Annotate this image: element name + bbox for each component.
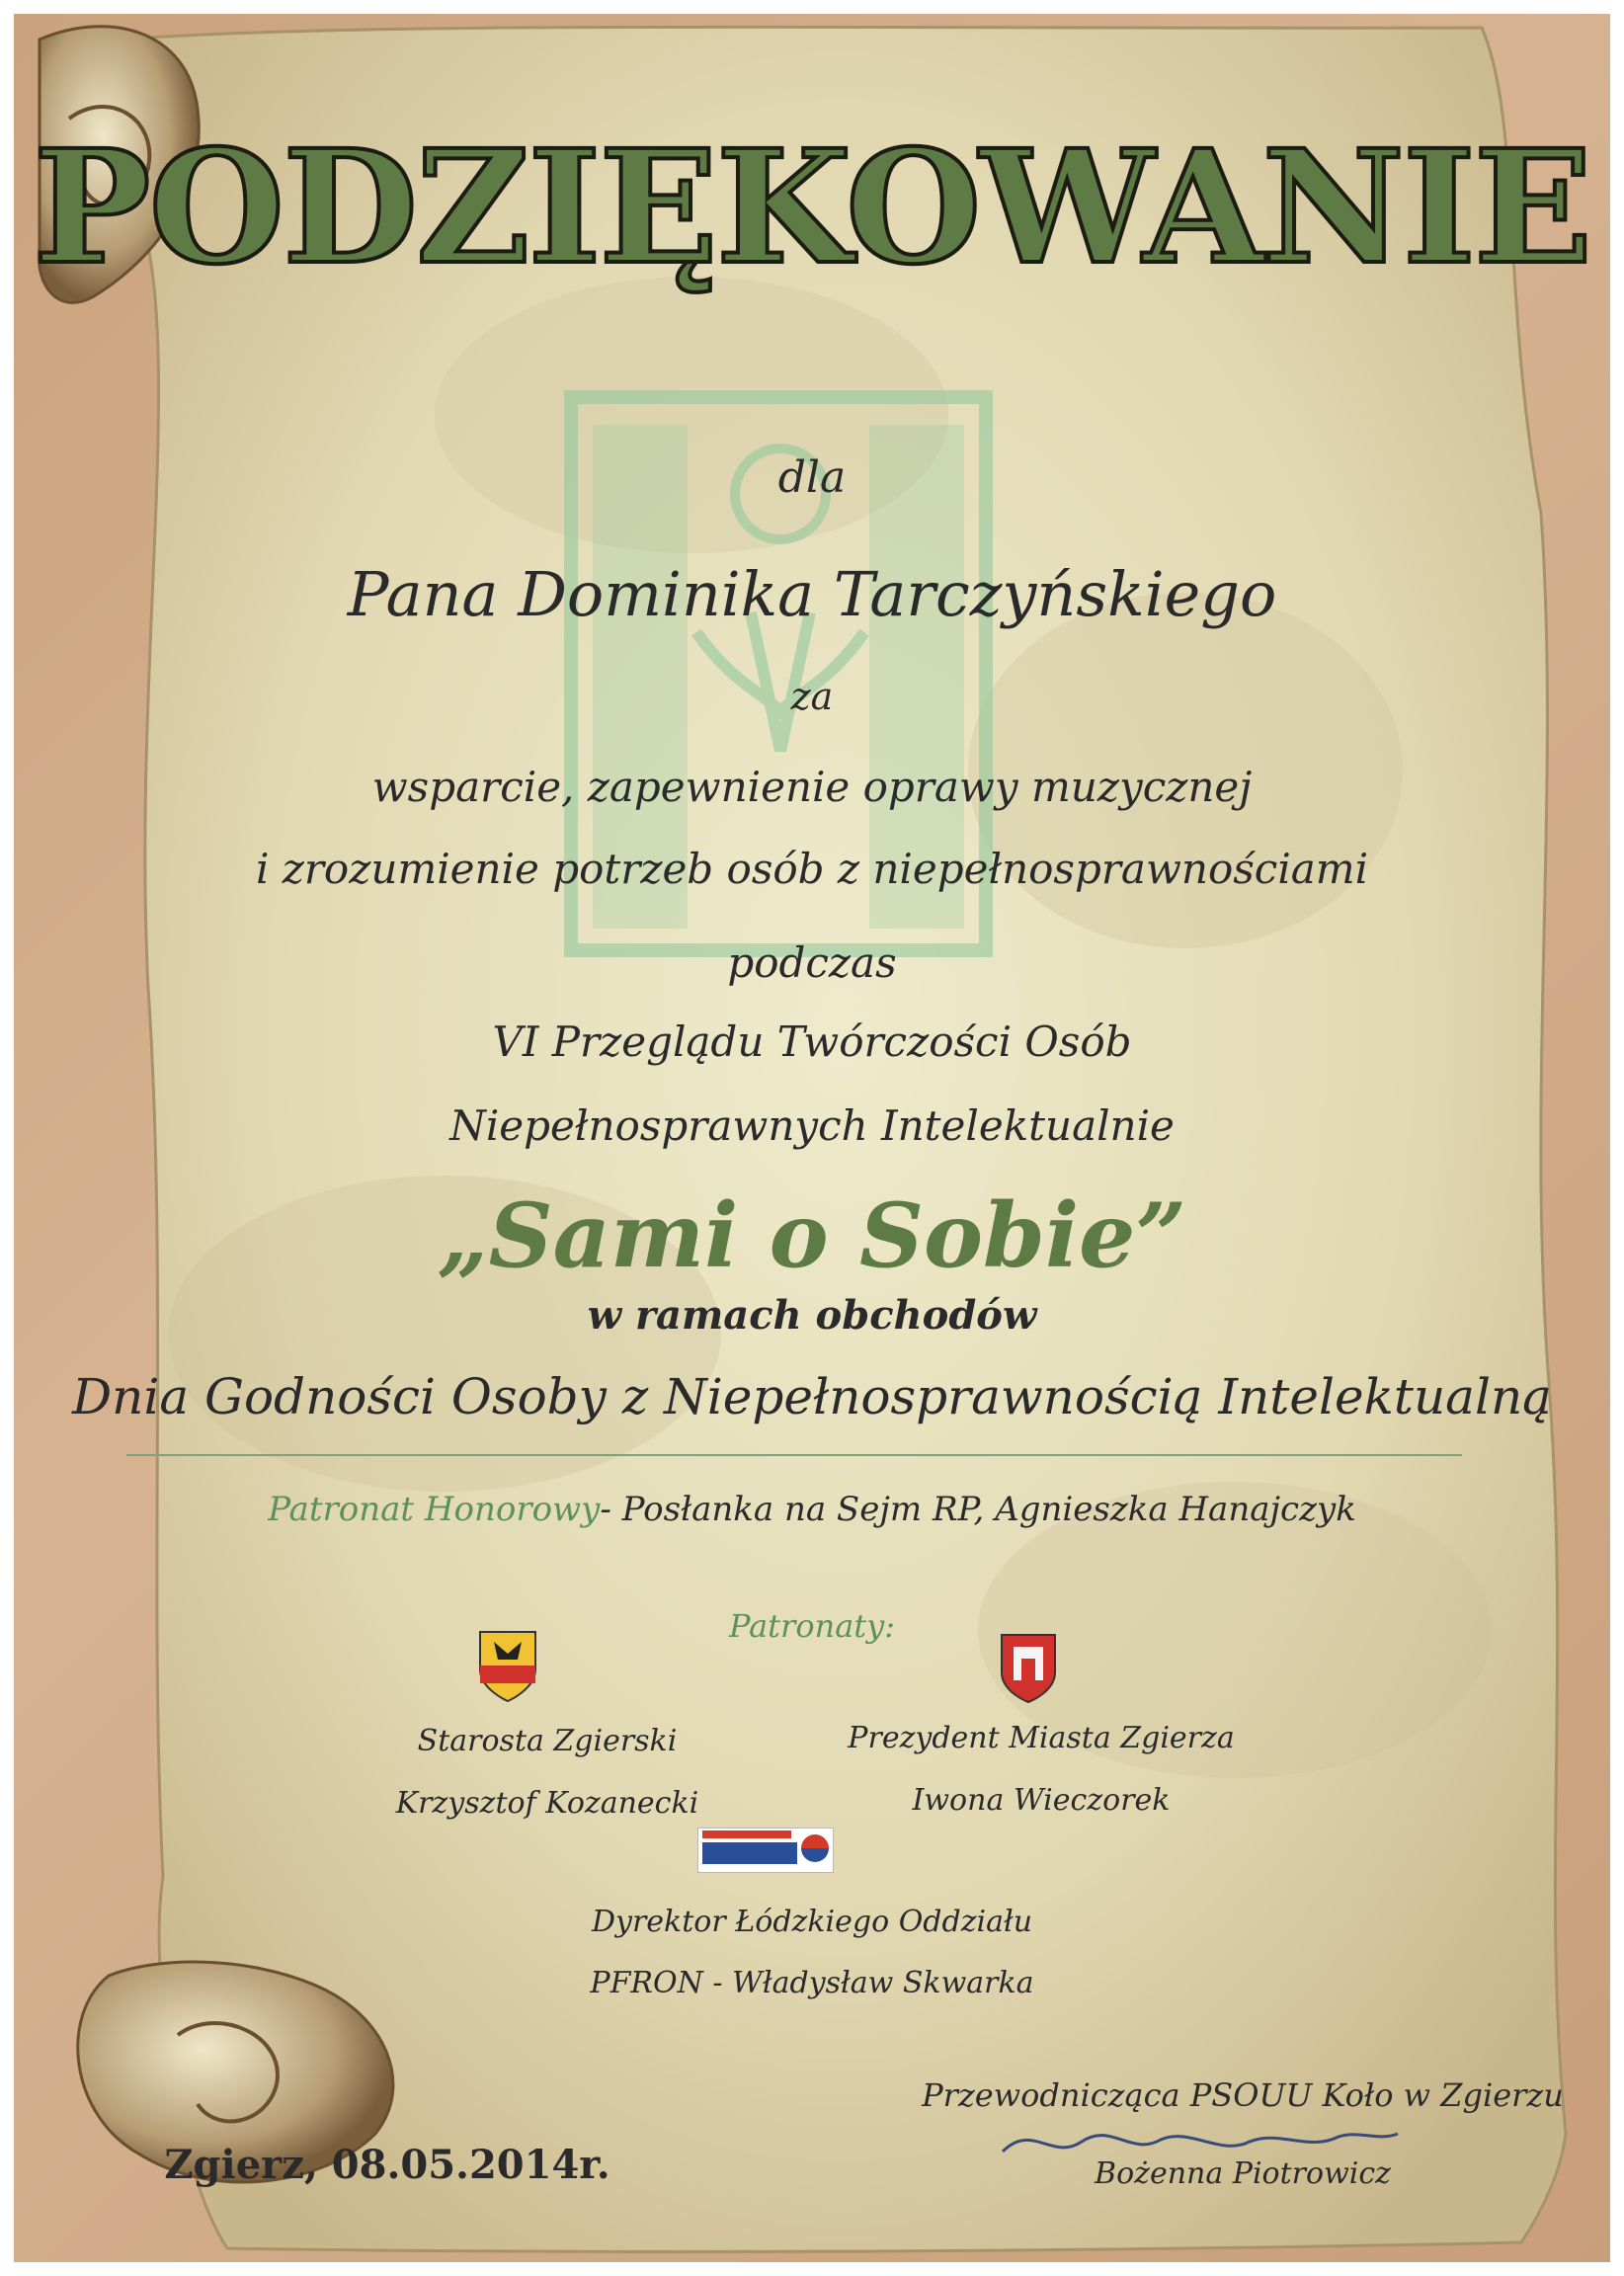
reason-line-1: wsparcie, zapewnienie oprawy muzycznej bbox=[371, 763, 1253, 811]
patron-left-title: Starosta Zgierski bbox=[417, 1724, 678, 1758]
city-crest-icon bbox=[1000, 1633, 1057, 1704]
event-line-1: VI Przeglądu Twórczości Osób bbox=[492, 1017, 1132, 1066]
pfron-logo bbox=[697, 1828, 834, 1873]
patron-mid-name: PFRON - Władysław Skwarka bbox=[590, 1966, 1034, 2000]
county-crest-icon bbox=[478, 1630, 537, 1703]
za-label: za bbox=[790, 675, 834, 718]
during-label: podczas bbox=[727, 938, 897, 987]
occasion-line-1: w ramach obchodów bbox=[587, 1292, 1037, 1339]
page-title: PODZIĘKOWANIE bbox=[33, 117, 1591, 299]
event-line-2: Niepełnosprawnych Intelektualnie bbox=[449, 1101, 1175, 1150]
honorary-label: Patronat Honorowy bbox=[268, 1490, 601, 1529]
divider bbox=[126, 1454, 1462, 1456]
honorary-patronage bbox=[0, 1490, 1624, 1529]
event-name: „Sami o Sobie” bbox=[437, 1183, 1187, 1288]
honorary-value: - Posłanka na Sejm RP, Agnieszka Hanajczyk bbox=[600, 1490, 1356, 1529]
recipient-name: Pana Dominika Tarczyńskiego bbox=[347, 558, 1277, 630]
patron-right-title: Prezydent Miasta Zgierza bbox=[848, 1721, 1235, 1755]
place-date: Zgierz, 08.05.2014r. bbox=[164, 2142, 610, 2188]
patron-mid-title: Dyrektor Łódzkiego Oddziału bbox=[591, 1905, 1033, 1939]
chair-title: Przewodnicząca PSOUU Koło w Zgierzu bbox=[922, 2076, 1564, 2114]
patron-right-name: Iwona Wieczorek bbox=[912, 1783, 1171, 1818]
patronaty-label: Patronaty: bbox=[729, 1607, 895, 1645]
for-label: dla bbox=[777, 452, 847, 503]
reason-line-2: i zrozumienie potrzeb osób z niepełnosprawnościami bbox=[255, 845, 1369, 893]
occasion-line-2: Dnia Godności Osoby z Niepełnosprawnością Intelektualną bbox=[72, 1368, 1552, 1425]
chair-name: Bożenna Piotrowicz bbox=[1095, 2156, 1391, 2191]
patron-left-name: Krzysztof Kozanecki bbox=[395, 1786, 699, 1821]
